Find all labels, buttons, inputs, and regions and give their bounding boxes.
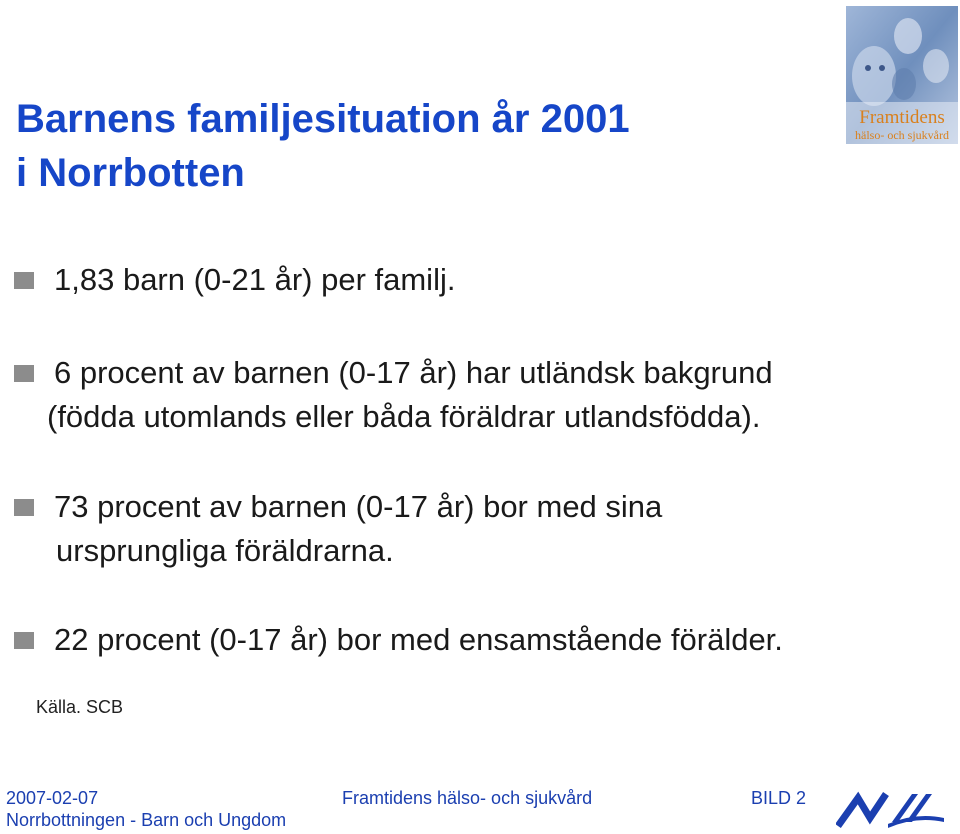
title-line-2: i Norrbotten: [16, 151, 245, 195]
bullet-3-line-2: ursprungliga föräldrarna.: [56, 533, 394, 568]
bullet-2-line-1: 6 procent av barnen (0-17 år) har utländsk bakgrund: [54, 355, 773, 390]
bullet-item-4: [14, 618, 783, 662]
square-bullet-icon: [14, 499, 34, 516]
bullet-4-line-1: 22 procent (0-17 år) bor med ensamstående förälder.: [54, 622, 783, 657]
footer-slide-number: BILD 2: [751, 788, 807, 808]
bullet-3-line-1: 73 procent av barnen (0-17 år) bor med sina: [54, 489, 663, 524]
slide-title: [16, 92, 630, 200]
bullet-1-line-1: 1,83 barn (0-21 år) per familj.: [54, 262, 456, 297]
footer-date: 2007-02-07: [6, 788, 99, 808]
nll-logo-icon: [836, 788, 946, 834]
square-bullet-icon: [14, 365, 34, 382]
footer-center-text: Framtidens hälso- och sjukvård: [342, 788, 593, 808]
bullet-item-1: [14, 258, 455, 302]
framtidens-logo-image: [846, 6, 958, 144]
logo-text-1: Framtidens: [859, 107, 945, 128]
square-bullet-icon: [14, 272, 34, 289]
source-note: Källa. SCB: [36, 697, 124, 717]
bullet-2-line-2: (födda utomlands eller båda föräldrar utlandsfödda).: [47, 399, 761, 434]
bullet-item-2: [14, 351, 773, 439]
bullet-item-3: [14, 485, 662, 573]
footer-organization: Norrbottningen - Barn och Ungdom: [6, 810, 287, 830]
square-bullet-icon: [14, 632, 34, 649]
title-line-1: Barnens familjesituation år 2001: [16, 97, 630, 141]
logo-text-2: hälso- och sjukvård: [855, 128, 949, 142]
